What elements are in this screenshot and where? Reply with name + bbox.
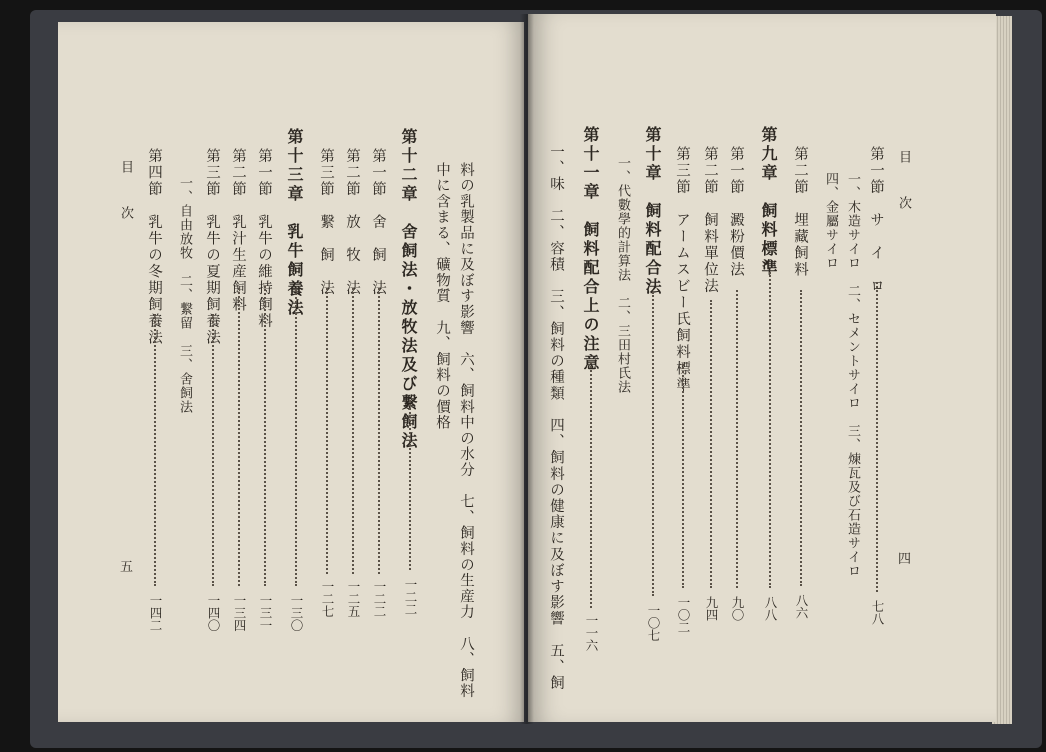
toc-entry: 第一節 澱粉價法 <box>728 146 744 278</box>
toc-subentry: 一、自由放牧 二、繋留 三、舍飼法 <box>177 176 192 414</box>
toc-entry: 第一節 サ イ ロ <box>868 146 884 295</box>
dot-leader <box>212 314 214 586</box>
dot-leader <box>682 364 684 588</box>
dot-leader <box>710 300 712 588</box>
dot-leader <box>800 290 802 586</box>
toc-entry: 第三節 乳牛の夏期飼養法 <box>204 148 220 346</box>
toc-entry: 第二節 埋藏飼料 <box>792 146 808 278</box>
toc-page-number: 八八 <box>763 596 778 621</box>
toc-subentry: 一、味 二、容積 三、飼料の種類 四、飼料の健康に及ぼす影響 五、飼 <box>548 144 564 692</box>
dot-leader <box>409 400 411 570</box>
toc-chapter: 第十一章 飼料配合上の注意 <box>581 126 600 373</box>
toc-subentry: 料の乳製品に及ぼす影響 六、飼料中の水分 七、飼料の生産力 八、飼料 <box>458 162 474 700</box>
toc-entry: 第四節 乳牛の冬期飼養法 <box>146 148 162 346</box>
dot-leader <box>590 362 592 608</box>
toc-page-number: 七八 <box>870 600 885 625</box>
dot-leader <box>876 282 878 592</box>
toc-page-number: 九四 <box>704 596 719 621</box>
toc-page-number: 九〇 <box>730 596 745 621</box>
toc-subentry: 一、代數學的計算法 二、三田村氏法 <box>615 156 630 394</box>
dot-leader <box>238 288 240 586</box>
left-page-number: 五 <box>120 560 134 575</box>
toc-chapter: 第十二章 舍飼法・放牧法及び繋飼法 <box>399 128 418 451</box>
dot-leader <box>769 272 771 588</box>
toc-page-number: 一二二 <box>372 580 387 618</box>
toc-page-number: 一〇七 <box>646 604 661 642</box>
toc-page-number: 一三一 <box>258 594 273 632</box>
toc-page-number: 一一六 <box>584 614 599 652</box>
toc-entry: 第二節 乳汁生産飼料 <box>230 148 246 313</box>
toc-subentry: 四、金屬サイロ <box>823 172 838 270</box>
spine-gutter <box>520 14 534 724</box>
dot-leader <box>264 286 266 586</box>
right-page-number: 四 <box>898 552 912 567</box>
toc-entry: 第一節 舍 飼 法 <box>370 148 386 297</box>
toc-page-number: 八六 <box>794 594 809 619</box>
toc-page-number: 一三〇 <box>289 594 304 632</box>
toc-entry: 第二節 飼料單位法 <box>702 146 718 295</box>
right-page-header: 目 次 <box>896 150 911 219</box>
toc-entry: 第三節 繋 飼 法 <box>318 148 334 297</box>
left-page-header: 目 次 <box>118 160 133 229</box>
toc-chapter: 第九章 飼料標準 <box>759 126 778 278</box>
dot-leader <box>326 288 328 574</box>
dot-leader <box>736 290 738 588</box>
dot-leader <box>378 288 380 574</box>
toc-entry: 第一節 乳牛の維持飼料 <box>256 148 272 330</box>
toc-entry: 第三節 アームスビー氏飼料標準 <box>674 146 690 394</box>
toc-page-number: 一二五 <box>346 580 361 618</box>
toc-subentry: 中に含まる、礦物質 九、飼料の價格 <box>434 162 450 431</box>
toc-page-number: 一三四 <box>232 594 247 632</box>
toc-entry: 第二節 放 牧 法 <box>344 148 360 297</box>
toc-page-number: 一二二 <box>403 578 418 616</box>
dot-leader <box>154 314 156 586</box>
dot-leader <box>295 290 297 586</box>
toc-page-number: 一〇二 <box>676 596 691 634</box>
toc-subentry: 一、木造サイロ 二、セメントサイロ 三、煉瓦及び石造サイロ <box>845 172 860 578</box>
dot-leader <box>652 292 654 596</box>
toc-chapter: 第十三章 乳牛飼養法 <box>285 128 304 318</box>
toc-page-number: 一四二 <box>148 594 163 632</box>
toc-page-number: 一四〇 <box>206 594 221 632</box>
toc-chapter: 第十章 飼料配合法 <box>643 126 662 297</box>
dot-leader <box>352 288 354 574</box>
toc-page-number: 一二七 <box>320 580 335 618</box>
